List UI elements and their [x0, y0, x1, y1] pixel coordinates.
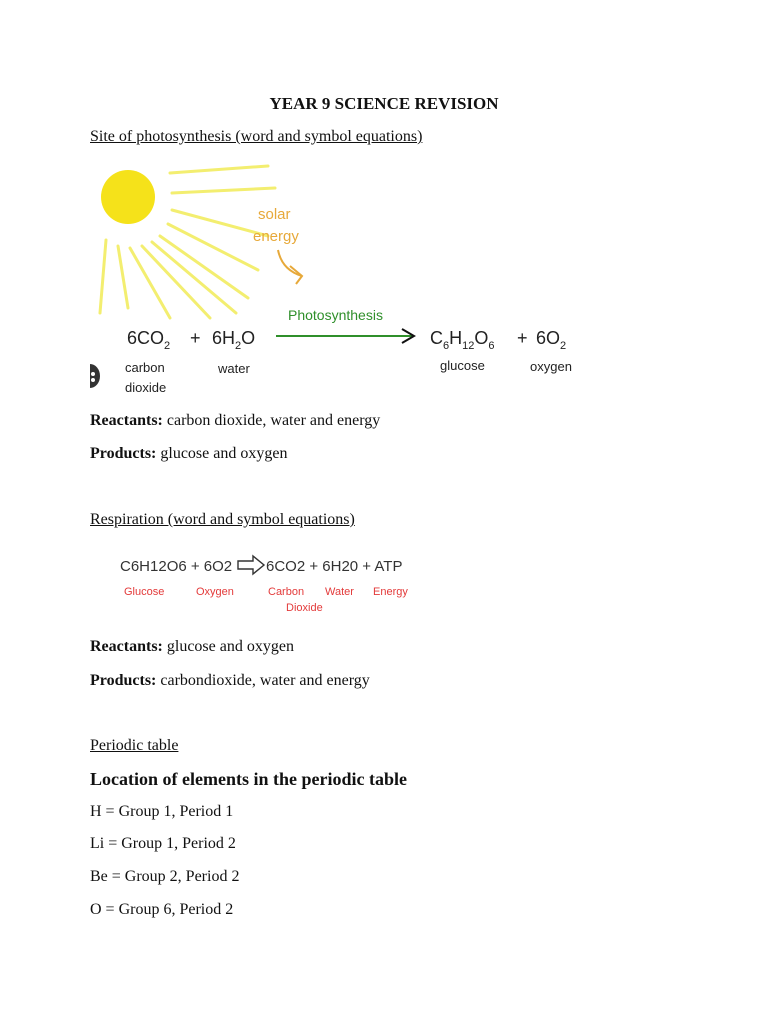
respiration-heading: Respiration (word and symbol equations)	[90, 511, 355, 528]
photosynthesis-figure	[90, 158, 590, 400]
energy-label: energy	[253, 228, 299, 245]
badge-icon	[90, 364, 100, 388]
solar-label: solar	[258, 206, 291, 223]
svg-text:6H2O: $6H_2O$	[212, 328, 256, 352]
respiration-diagram	[118, 550, 438, 620]
svg-text:6O2: $6O_2$	[536, 328, 567, 352]
plus-sign-1: +	[190, 328, 201, 348]
photosynthesis-arrow-label: Photosynthesis	[288, 307, 383, 323]
respiration-lhs: C6H12O6 + 6O2	[120, 558, 233, 575]
svg-text:C6H12O6: $C_6H_{12}O_6$	[430, 328, 495, 352]
resp-oxygen-label: Oxygen	[196, 586, 234, 598]
location-heading: Location of elements in the periodic table	[90, 769, 407, 789]
co2-formula: 6CO	[127, 328, 165, 348]
resp-dioxide-label: Dioxide	[286, 602, 323, 614]
respiration-figure	[118, 550, 438, 620]
respiration-rhs: 6CO2 + 6H20 + ATP	[266, 558, 403, 575]
page-title: YEAR 9 SCIENCE REVISION	[269, 94, 499, 113]
dioxide-label: dioxide	[125, 380, 167, 395]
photosynthesis-diagram	[90, 158, 590, 400]
photosynthesis-reactants: Reactants: carbon dioxide, water and energy	[90, 412, 381, 429]
photosynthesis-heading: Site of photosynthesis (word and symbol equations)	[90, 128, 423, 145]
oxygen-label: oxygen	[530, 359, 572, 374]
svg-text:6CO2: $6CO_2$	[127, 328, 171, 352]
photosynthesis-products: Products: glucose and oxygen	[90, 445, 288, 462]
respiration-products: Products: carbondioxide, water and energy	[90, 672, 370, 689]
resp-glucose-label: Glucose	[124, 586, 165, 598]
glucose-label: glucose	[440, 358, 485, 373]
respiration-arrow-icon	[238, 556, 264, 574]
water-label: water	[218, 361, 250, 376]
resp-carbon-label: Carbon	[268, 586, 305, 598]
h2o-formula: 6H	[212, 328, 236, 348]
element-line: O = Group 6, Period 2	[90, 901, 234, 918]
carbon-label: carbon	[125, 360, 165, 375]
periodic-table-heading: Periodic table	[90, 737, 179, 754]
plus-sign-2: +	[517, 328, 528, 348]
sun-icon	[101, 170, 155, 224]
element-line: Li = Group 1, Period 2	[90, 835, 236, 852]
o2-formula: 6O	[536, 328, 561, 348]
element-line: Be = Group 2, Period 2	[90, 868, 240, 885]
element-line: H = Group 1, Period 1	[90, 803, 234, 820]
respiration-reactants: Reactants: glucose and oxygen	[90, 638, 294, 655]
resp-energy-label: Energy	[373, 586, 408, 598]
glucose-formula: C	[430, 328, 443, 348]
resp-water-label: Water	[325, 586, 354, 598]
